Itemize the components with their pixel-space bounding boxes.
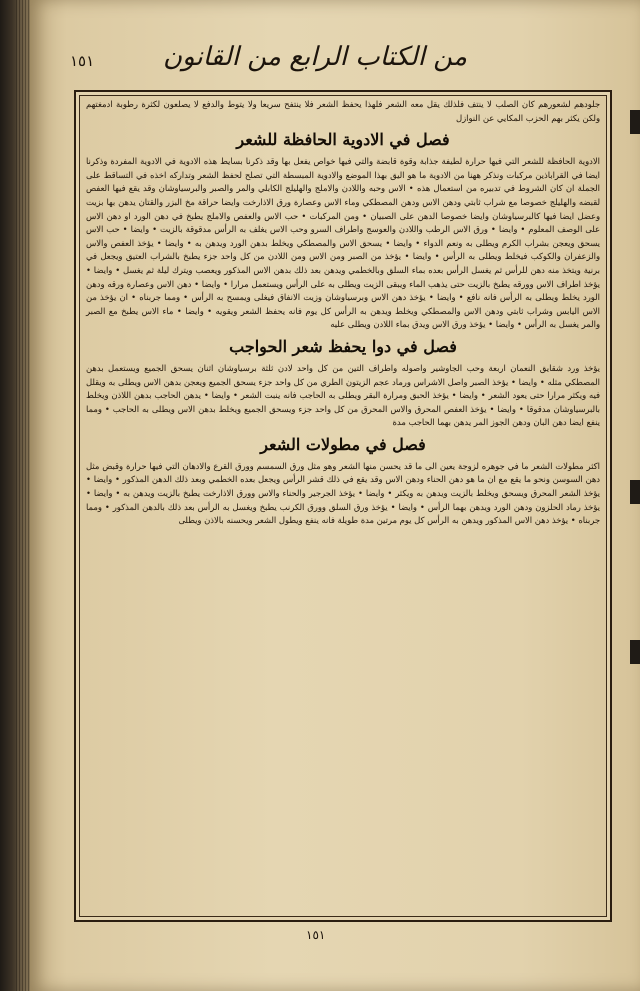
section-body: اكثر مطولات الشعر ما في جوهره لزوجة يعين الى ما قد يحسن منها الشعر وهو مثل ورق السمسم وورق القرع والادهان التي فيها حرارة وقبض مثل دهن السوسن ونحو ما يقع مع ان ما هو دهن الحناء ودهن الاس وقد يقع في ذلك قشر الرأس ويجعل بعده الخطمي وبعد ذلك الدهن المذكور • وايضا • يؤخذ الشعر المحرق ويسحق ويخلط بالزيت ويدهن به ويكثر • وايضا • يؤخذ الجرجير والحناء والاس وورق الاذارخت يطبخ بالزيت ويدهن به • وايضا • يؤخذ رماد الحلزون ودهن الورد ويدهن بهما الرأس • وايضا • يؤخذ ورق السلق وورق الكرنب يطبخ ويغسل به الرأس بعد ذلك بالدهن المذكور • ومما جربناه • يؤخذ دهن الاس المذكور ويدهن به الرأس كل يوم مرتين مدة طويلة فانه ينفع ويطول الشعر ويحسنه بالاذن ويطلى bbox=[86, 460, 600, 526]
page-number-top: ١٥١ bbox=[70, 52, 95, 70]
page-tab-marker bbox=[630, 110, 640, 134]
page-tab-marker bbox=[630, 640, 640, 664]
section-heading: فصل في مطولات الشعر bbox=[260, 434, 426, 454]
section-body: الادوية الحافظة للشعر التي فيها حرارة لطيفة جذابة وقوة قابضة والتي فيها خواص يفعل بها وقد ذكرنا بسايط هذه الادوية في الادوية المفردة وذكرنا ايضا في القراباذين مركبات ونذكر ههنا من الادوية ما هو اليق بهذا الموضع والادوية المبسطة التي تصلح لحفظ الشعر وتداركه اخذه في التساقط على الجملة ان كان الشروط في تدبيره من استعمال هذه • الاس وحبه واللادن والاملج والهليلج الكابلي والمر والصبر والبرسياوشان وقد يقع فيها العفص لقبضه والهليلج خصوصا مع شراب ثابتي ودهن الاس ودهن المصطكي وماء الاس وعصارة ورق الاذارخت وايضا حراقة مخ البزر والقتان يدهن بها بزيت وعضل ايضا فيها كالبرسياوشان وايضا خصوصا الدهن على الصبيان • ومن المركبات • حب الاس والعفص والاملج يطبخ في دهن الورد او دهن الاس على الوصف المعلوم • وايضا • ورق الاس الرطب واللادن والعوسج واطراف السرو وحب الاس يغلف به الرأس مدقوقة بالزيت • وايضا • حب الاس يسحق ويعجن بشراب الكرم ويطلى به ونعم الدواء • وايضا • يسحق الاس والمصطكي ويخلط بدهن الورد ويدهن به • وايضا • يؤخذ العفص والاس والزعفران والكوكب فيخلط ويطلى به الرأس • وايضا • يؤخذ من الصبر ومن الاس ومن اللادن من كل واحد جزء يطبخ بالشراب العتيق ويجعل في برنية ويتخذ منه دهن للرأس ثم يغسل الرأس بعده بماء السلق وبالخطمي ويدهن بعد ذلك بدهن الاس المذكور ويعصب ويترك ليلة ثم يغسل • وايضا • يؤخذ اطراف الاس وورقه يطبخ بالزيت حتى يذهب الماء ويبقى الزيت ويطلى به على الرأس ويستعمل مرارا • وايضا • دهن الاس وعصارة ورقه ودهن الورد يخلط ويطلى به الرأس فانه نافع • وايضا • يؤخذ دهن الاس وبرسياوشان وزيت الانفاق فيغلى ويمسح به الرأس • ومما جربناه • ان يؤخذ من الاس اليابس وشراب ثابتي ودهن الاس والمصطكي ويخلط ويدهن به الرأس كل يوم فانه يحفظ الشعر ويقويه • وايضا • ماء الاس يطبخ مع الصبر والمر يغسل به الرأس • وايضا • يؤخذ ورق الاس ويدق بماء اللادن ويطلى عليه bbox=[86, 156, 600, 330]
intro-paragraph: جلودهم لشعورهم كان الصلب لا ينتف فلذلك يقل معه الشعر فلهذا يحفظ الشعر فلا ينتفح سريعا ولا يتوط والدفع لا يصلعون لكثرة رطوبة ادمغتهم ولكن يكثر بهم الحزب المكايي عن النوازل bbox=[86, 99, 600, 123]
page-number-bottom: ١٥١ bbox=[306, 928, 326, 942]
section-body: يؤخذ ورد شقايق النعمان اربعة وحب الجاوشير واصوله واطراف التين من كل واحد لادن ثلثة برسياوشان اثنان يسحق الجميع ويستعمل بدهن المصطكي مثله • وايضا • يؤخذ الصبر واصل الاشراس ورماد عجم الزيتون الطري من كل واحد جزء يسحق الجميع ويعجن بدهن الاس ويطلى به ويقلل فيه ويكثر مرارا حتى يعود الشعر • وايضا • يؤخذ الحبق ومرارة البقر ويطلى به الحاجب فانه ينبت الشعر • وايضا • يدهن الحاجب بدهن اللاذن ويخلط بالبرسياوشان مدقوقا • وايضا • يؤخذ العفص المحرق والاس المحرق من كل واحد جزء ويسحق الجميع ويخلط بدهن الاس ويطلى به الحاجب • ومما ينفع ايضا دهن البان ودهن الجوز المر يدهن بهما الحاجب مدة bbox=[86, 362, 600, 428]
section-heading: فصل في الادوية الحافظة للشعر bbox=[236, 130, 450, 150]
running-title: من الكتاب الرابع من القانون bbox=[162, 42, 467, 72]
page-header bbox=[70, 42, 610, 86]
text-frame bbox=[74, 90, 612, 922]
page-tab-marker bbox=[630, 480, 640, 504]
section-heading: فصل في دوا يحفظ شعر الحواجب bbox=[229, 336, 457, 356]
book-gutter bbox=[0, 0, 34, 991]
